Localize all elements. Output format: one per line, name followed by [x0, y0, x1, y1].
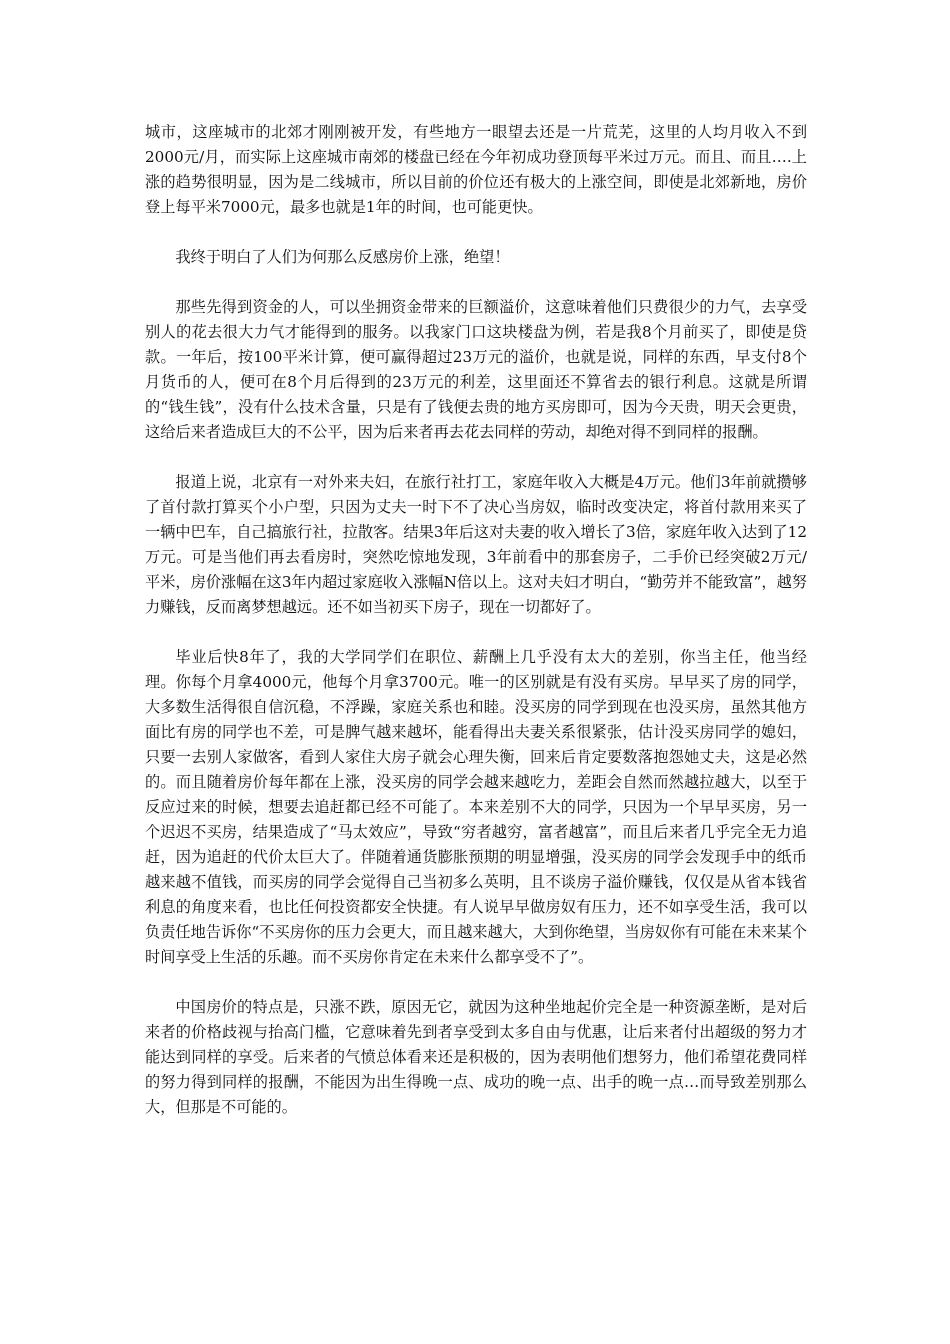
- paragraph-beijing-couple: 报道上说，北京有一对外来夫妇，在旅行社打工，家庭年收入大概是4万元。他们3年前就攒够了首付款打算买个小户型，只因为丈夫一时下不了决心当房奴，临时改变决定，将首付款用来买了一辆中巴车，自己搞旅行社，拉散客。结果3年后这对夫妻的收入增长了3倍，家庭年收入达到了12万元。可是当他们再去看房时，突然吃惊地发现，3年前看中的那套房子，二手价已经突破2万元/平米，房价涨幅在这3年内超过家庭收入涨幅N倍以上。这对夫妇才明白，“勤劳并不能致富”，越努力赚钱，反而离梦想越远。还不如当初买下房子，现在一切都好了。: [145, 473, 807, 616]
- paragraph-china-housing: 中国房价的特点是，只涨不跌，原因无它，就因为这种坐地起价完全是一种资源垄断，是对后来者的价格歧视与抬高门槛，它意味着先到者享受到太多自由与优惠，让后来者付出超级的努力才能达到同样的享受。后来者的气愤总体看来还是积极的，因为表明他们想努力，他们希望花费同样的努力得到同样的报酬，不能因为出生得晚一点、成功的晚一点、出手的晚一点…而导致差别那么大，但那是不可能的。: [145, 998, 807, 1116]
- paragraph-despair: 我终于明白了人们为何那么反感房价上涨，绝望！: [175, 248, 510, 266]
- paragraph-spacer: [145, 220, 807, 245]
- paragraph-continued: 城市，这座城市的北郊才刚刚被开发，有些地方一眼望去还是一片荒芜，这里的人均月收入不到2000元/月，而实际上这座城市南郊的楼盘已经在今年初成功登顶每平米过万元。而且、而且….上涨的趋势很明显，因为是二线城市，所以目前的价位还有极大的上涨空间，即使是北郊新地，房价登上每平米7000元，最多也就是1年的时间，也可能更快。: [145, 123, 807, 216]
- paragraph-classmates: 毕业后快8年了，我的大学同学们在职位、薪酬上几乎没有太大的差别，你当主任，他当经理。你每个月拿4000元，他每个月拿3700元。唯一的区别就是有没有买房。早早买了房的同学，大多数生活得很自信沉稳，不浮躁，家庭关系也和睦。没买房的同学到现在也没买房，虽然其他方面比有房的同学也不差，可是脾气越来越坏，能看得出夫妻关系很紧张，估计没买房同学的媳妇，只要一去别人家做客，看到人家住大房子就会心理失衡，回来后肯定要数落抱怨她丈夫，这是必然的。而且随着房价每年都在上涨，没买房的同学会越来越吃力，差距会自然而然越拉越大，以至于反应过来的时候，想要去追赶都已经不可能了。本来差别不大的同学，只因为一个早早买房，另一个迟迟不买房，结果造成了“马太效应”，导致“穷者越穷，富者越富”，而且后来者几乎完全无力追赶，因为追赶的代价太巨大了。伴随着通货膨胀预期的明显增强，没买房的同学会发现手中的纸币越来越不值钱，而买房的同学会觉得自己当初多么英明，且不谈房子溢价赚钱，仅仅是从省本钱省利息的角度来看，也比任何投资都安全快捷。有人说早早做房奴有压力，还不如享受生活，我可以负责任地告诉你“不买房你的压力会更大，而且越来越大，大到你绝望，当房奴你有可能在未来某个时间享受上生活的乐趣。而不买房你肯定在未来什么都享受不了”。: [145, 648, 807, 966]
- paragraph-spacer: [145, 270, 807, 295]
- paragraph-spacer: [145, 445, 807, 470]
- document-page: [145, 120, 807, 1120]
- paragraph-spacer: [145, 620, 807, 645]
- paragraph-spacer: [145, 970, 807, 995]
- paragraph-money-premium: 那些先得到资金的人，可以坐拥资金带来的巨额溢价，这意味着他们只费很少的力气，去享受别人的花去很大力气才能得到的服务。以我家门口这块楼盘为例，若是我8个月前买了，即使是贷款。一年后，按100平米计算，便可赢得超过23万元的溢价，也就是说，同样的东西，早支付8个月货币的人，便可在8个月后得到的23万元的利差，这里面还不算省去的银行利息。这就是所谓的“钱生钱”，没有什么技术含量，只是有了钱便去贵的地方买房即可，因为今天贵，明天会更贵，这给后来者造成巨大的不公平，因为后来者再去花去同样的劳动，却绝对得不到同样的报酬。: [145, 298, 807, 441]
